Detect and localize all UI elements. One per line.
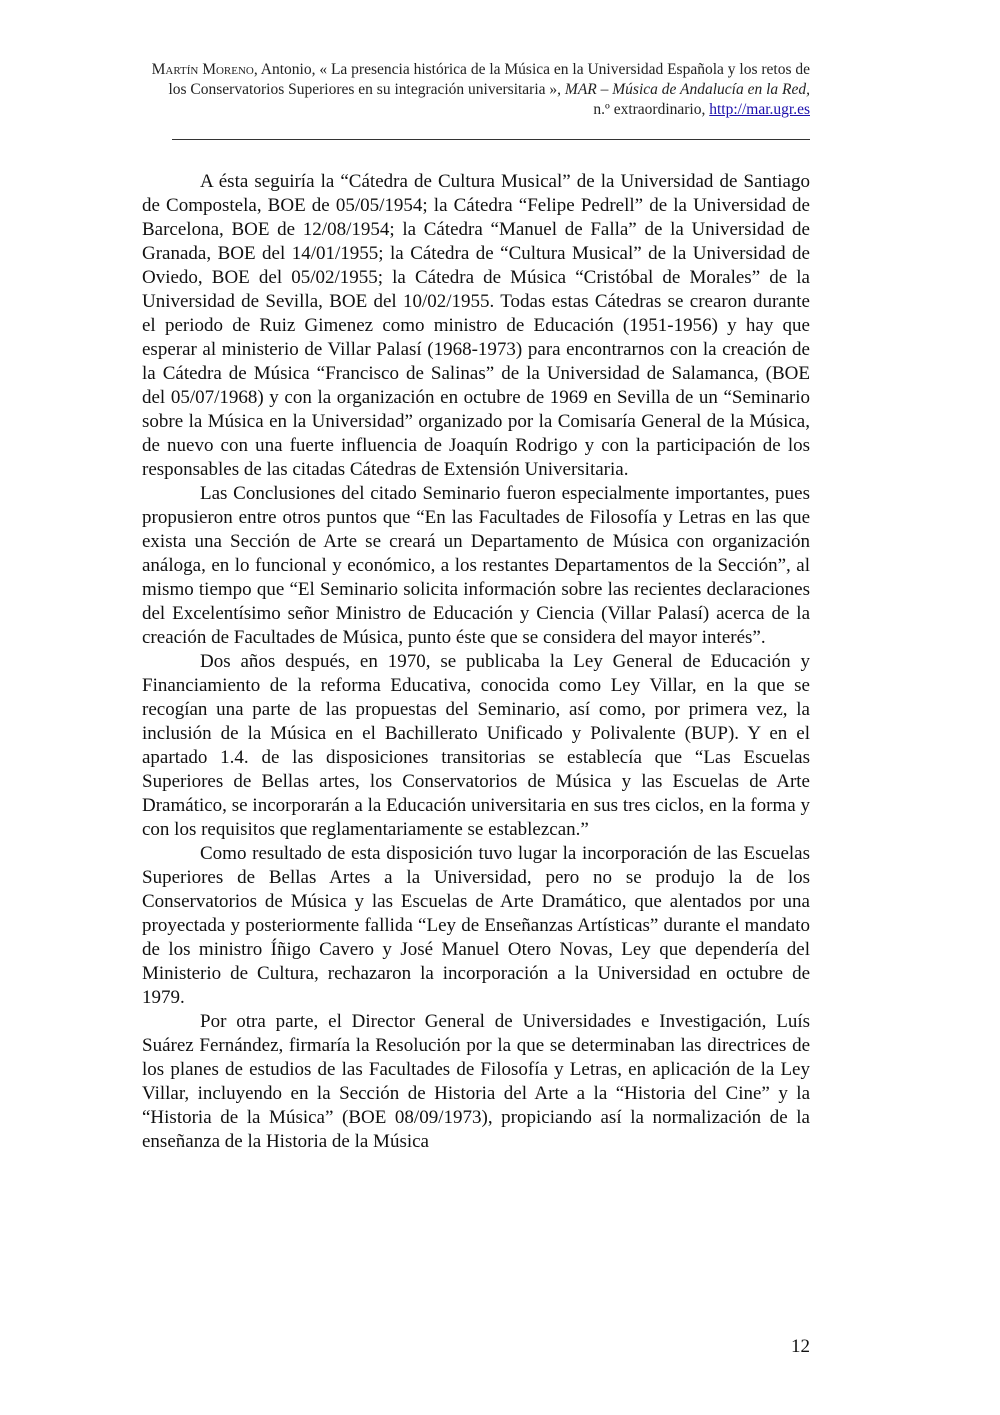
paragraph-2: Las Conclusiones del citado Seminario fueron especialmente importantes, pues propusieron entre otros puntos que “En las Facultades de Filosofía y Letras en las que exista una Sección de Arte se creará un Departamento de Música con organización análoga, en lo funcional y económico, a los restantes Departamentos de la Sección”, al mismo tiempo que “El Seminario solicita información sobre las recientes declaraciones del Excelentísimo señor Ministro de Educación y Ciencia (Villar Palasí) acerca de la creación de Facultades de Música, punto éste que se considera del mayor interés”. — [142, 483, 810, 648]
header-issue: n.º extraordinario, — [593, 101, 710, 118]
paragraph-4: Como resultado de esta disposición tuvo lugar la incorporación de las Escuelas Superiores de Bellas Artes a la Universidad, pero no se produjo la de los Conservatorios de Música y las Escuelas de Arte Dramático, que alentados por una proyectada y posteriormente fallida “Ley de Enseñanzas Artísticas” durante el mandato de los ministro Íñigo Cavero y José Manuel Otero Novas, Ley que dependería del Ministerio de Cultura, rechazaron la incorporación a la Universidad en octubre de 1979. — [142, 843, 810, 1008]
header-citation-text: , Antonio, « La presencia histórica de la Música en la Universidad Española y los retos de los Conservatorios Superiores en su integración universitaria », — [168, 61, 810, 98]
running-header — [150, 60, 810, 120]
body-text — [142, 170, 810, 1154]
header-divider — [172, 139, 810, 140]
page-number: 12 — [791, 1336, 810, 1357]
paragraph-3: Dos años después, en 1970, se publicaba la Ley General de Educación y Financiamiento de la reforma Educativa, conocida como Ley Villar, en la que se recogían una parte de las propuestas del Seminario, así como, por primera vez, la inclusión de la Música en el Bachillerato Unificado y Polivalente (BUP). Y en el apartado 1.4. de las disposiciones transitorias se establecía que “Las Escuelas Superiores de Bellas artes, los Conservatorios de Música y las Escuelas de Arte Dramático, se incorporarán a la Educación universitaria en sus tres ciclos, en la forma y con los requisitos que reglamentariamente se establezcan.” — [142, 651, 810, 840]
paragraph-5: Por otra parte, el Director General de Universidades e Investigación, Luís Suárez Fernández, firmaría la Resolución por la que se determinaban las directrices de los planes de estudios de las Facultades de Filosofía y Letras, en aplicación de la Ley Villar, incluyendo en la Sección de Historia del Arte a la “Historia del Cine” y la “Historia de la Música” (BOE 08/09/1973), propiciando así la normalización de la enseñanza de la Historia de la Música — [142, 1011, 810, 1152]
header-author-surname: Martín Moreno — [151, 61, 254, 78]
header-journal-name: MAR – Música de Andalucía en la Red, — [564, 81, 810, 98]
paragraph-1: A ésta seguiría la “Cátedra de Cultura Musical” de la Universidad de Santiago de Compostela, BOE de 05/05/1954; la Cátedra “Felipe Pedrell” de la Universidad de Barcelona, BOE de 12/08/1954; la Cátedra “Manuel de Falla” de la Universidad de Granada, BOE del 14/01/1955; la Cátedra de “Cultura Musical” de la Universidad de Oviedo, BOE del 05/02/1955; la Cátedra de Música “Cristóbal de Morales” de la Universidad de Sevilla, BOE del 10/02/1955. Todas estas Cátedras se crearon durante el periodo de Ruiz Gimenez como ministro de Educación (1951-1956) y hay que esperar al ministerio de Villar Palasí (1968-1973) para encontrarnos con la creación de la Cátedra de Música “Francisco de Salinas” de la Universidad de Salamanca, (BOE del 05/07/1968) y con la organización en octubre de 1969 en Sevilla de un “Seminario sobre la Música en la Universidad” organizado por la Comisaría General de la Música, de nuevo con una fuerte influencia de Joaquín Rodrigo y con la participación de los responsables de las citadas Cátedras de Extensión Universitaria. — [142, 171, 810, 480]
header-journal-link[interactable]: http://mar.ugr.es — [709, 101, 810, 118]
